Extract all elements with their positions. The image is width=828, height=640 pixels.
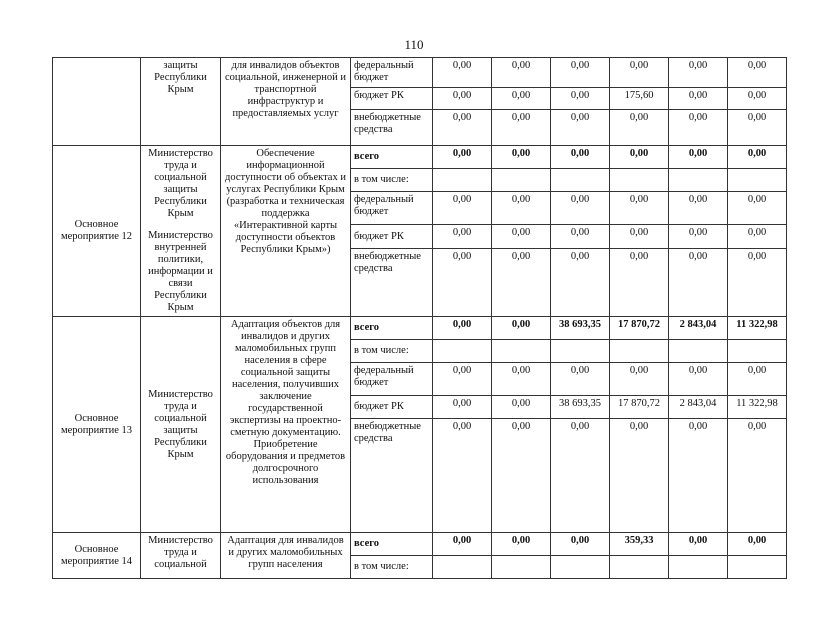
value-cell: 0,00: [433, 110, 492, 146]
desc-cell: для инвалидов объектов социальной, инженерной и транспортной инфраструктур и предоставляемых услуг: [221, 58, 351, 146]
value-cell: 17 870,72: [610, 317, 669, 340]
value-cell: 175,60: [610, 88, 669, 110]
value-cell: 0,00: [551, 225, 610, 248]
value-cell: 0,00: [610, 363, 669, 396]
value-cell: 0,00: [492, 396, 551, 419]
source-cell: всего: [351, 146, 433, 169]
value-cell: 0,00: [433, 58, 492, 88]
value-cell: 0,00: [433, 192, 492, 225]
source-cell: федеральный бюджет: [351, 58, 433, 88]
value-cell: 0,00: [728, 88, 787, 110]
source-cell: федеральный бюджет: [351, 363, 433, 396]
source-cell: внебюджетные средства: [351, 419, 433, 533]
source-cell: всего: [351, 533, 433, 556]
source-cell: внебюджетные средства: [351, 248, 433, 316]
value-cell: 0,00: [492, 88, 551, 110]
value-cell: 0,00: [728, 58, 787, 88]
table-row: [53, 317, 787, 340]
value-cell: 0,00: [433, 317, 492, 340]
value-cell: 2 843,04: [669, 317, 728, 340]
value-cell: 0,00: [728, 110, 787, 146]
value-cell: 0,00: [728, 363, 787, 396]
value-cell: 0,00: [433, 533, 492, 556]
value-cell: 0,00: [728, 192, 787, 225]
value-cell: 0,00: [669, 419, 728, 533]
value-cell: 0,00: [728, 533, 787, 556]
value-cell: 0,00: [610, 110, 669, 146]
value-cell: 0,00: [492, 248, 551, 316]
value-cell: 11 322,98: [728, 396, 787, 419]
source-cell: в том числе:: [351, 169, 433, 192]
value-cell: 38 693,35: [551, 396, 610, 419]
value-cell: 0,00: [669, 248, 728, 316]
value-cell: 38 693,35: [551, 317, 610, 340]
value-cell: 0,00: [551, 88, 610, 110]
desc-cell: Адаптация объектов для инвалидов и других маломобильных групп населения в сфере социальной защиты населения, получивших заключение государственной экспертизы на проектно-сметную документацию. Приобретение оборудования и предметов долгосрочного использования: [221, 317, 351, 533]
event-name-cell: Основное мероприятие 13: [53, 317, 141, 533]
value-cell: 2 843,04: [669, 396, 728, 419]
source-cell: в том числе:: [351, 340, 433, 363]
org-cell: Министерство труда и социальной защиты Республики Крым: [141, 317, 221, 533]
value-cell: 0,00: [669, 88, 728, 110]
value-cell: 0,00: [492, 58, 551, 88]
value-cell: 0,00: [728, 146, 787, 169]
org-cell: [141, 146, 221, 317]
desc-cell: Адаптация для инвалидов и других маломобильных групп населения: [221, 533, 351, 579]
event-name-cell: Основное мероприятие 12: [53, 146, 141, 317]
value-cell: 0,00: [610, 192, 669, 225]
value-cell: 0,00: [492, 110, 551, 146]
org-cell: Министерство труда и социальной: [141, 533, 221, 579]
source-cell: всего: [351, 317, 433, 340]
value-cell: 0,00: [728, 419, 787, 533]
org-name: Министерство труда и социальной защиты Республики Крым: [148, 148, 213, 219]
desc-cell: Обеспечение информационной доступности об объектах и услугах Республики Крым (разработка и техническая поддержка «Интерактивной карты доступности объектов Республики Крым»): [221, 146, 351, 317]
page-number: 110: [404, 37, 424, 52]
value-cell: 0,00: [669, 192, 728, 225]
value-cell: 0,00: [433, 88, 492, 110]
event-name-cell: Основное мероприятие 14: [53, 533, 141, 579]
value-cell: 0,00: [669, 58, 728, 88]
value-cell: 0,00: [669, 146, 728, 169]
value-cell: 0,00: [551, 146, 610, 169]
org-name: Министерство внутренней политики, информации и связи Республики Крым: [148, 230, 213, 313]
value-cell: 0,00: [433, 225, 492, 248]
value-cell: 0,00: [551, 363, 610, 396]
value-cell: 0,00: [433, 363, 492, 396]
value-cell: 0,00: [492, 192, 551, 225]
budget-table: [52, 57, 787, 579]
value-cell: 0,00: [551, 58, 610, 88]
table-row: [53, 58, 787, 88]
source-cell: бюджет РК: [351, 88, 433, 110]
value-cell: 0,00: [551, 248, 610, 316]
value-cell: 0,00: [669, 533, 728, 556]
value-cell: 0,00: [433, 396, 492, 419]
value-cell: 0,00: [610, 248, 669, 316]
value-cell: 0,00: [551, 110, 610, 146]
value-cell: 0,00: [728, 248, 787, 316]
value-cell: 0,00: [433, 146, 492, 169]
value-cell: 0,00: [433, 419, 492, 533]
table-row: [53, 533, 787, 556]
source-cell: федеральный бюджет: [351, 192, 433, 225]
value-cell: 0,00: [669, 363, 728, 396]
value-cell: 0,00: [492, 533, 551, 556]
org-cell: защиты Республики Крым: [141, 58, 221, 146]
value-cell: 0,00: [551, 192, 610, 225]
value-cell: 0,00: [492, 146, 551, 169]
value-cell: 0,00: [551, 419, 610, 533]
value-cell: 0,00: [492, 317, 551, 340]
value-cell: 0,00: [492, 225, 551, 248]
value-cell: 0,00: [492, 419, 551, 533]
table-row: [53, 146, 787, 169]
source-cell: в том числе:: [351, 556, 433, 579]
value-cell: 0,00: [728, 225, 787, 248]
value-cell: 17 870,72: [610, 396, 669, 419]
value-cell: 0,00: [669, 225, 728, 248]
value-cell: 0,00: [610, 419, 669, 533]
value-cell: 0,00: [551, 533, 610, 556]
value-cell: 0,00: [610, 225, 669, 248]
value-cell: 0,00: [433, 248, 492, 316]
value-cell: 0,00: [492, 363, 551, 396]
value-cell: 0,00: [610, 58, 669, 88]
source-cell: бюджет РК: [351, 225, 433, 248]
value-cell: 0,00: [669, 110, 728, 146]
source-cell: бюджет РК: [351, 396, 433, 419]
value-cell: 0,00: [610, 146, 669, 169]
value-cell: 11 322,98: [728, 317, 787, 340]
source-cell: внебюджетные средства: [351, 110, 433, 146]
value-cell: 359,33: [610, 533, 669, 556]
event-name-cell: [53, 58, 141, 146]
